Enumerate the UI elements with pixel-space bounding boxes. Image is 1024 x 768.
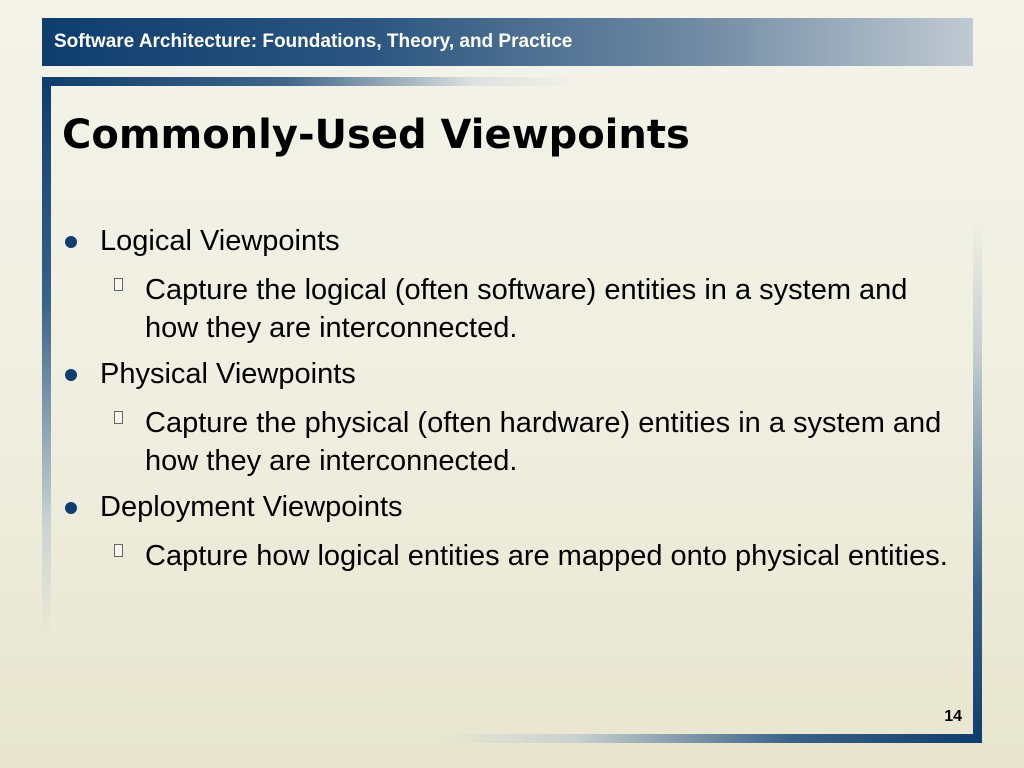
bullet-item bbox=[62, 488, 967, 575]
page-number: 14 bbox=[944, 708, 962, 725]
frame-decoration-left bbox=[42, 77, 51, 637]
course-title: Software Architecture: Foundations, Theory, and Practice bbox=[54, 31, 573, 52]
sub-bullet bbox=[145, 404, 967, 480]
sub-bullet-box-icon bbox=[114, 544, 123, 557]
bullet-level1 bbox=[62, 222, 967, 260]
bullet-label: Logical Viewpoints bbox=[100, 225, 340, 257]
bullet-level1 bbox=[62, 355, 967, 393]
sub-bullet-text: Capture how logical entities are mapped onto physical entities. bbox=[145, 540, 948, 572]
frame-decoration-right bbox=[973, 220, 982, 743]
bullet-level1 bbox=[62, 488, 967, 526]
frame-decoration-top-left bbox=[42, 77, 582, 86]
bullet-item bbox=[62, 355, 967, 480]
sub-bullet-box-icon bbox=[114, 278, 123, 291]
sub-bullet-text: Capture the logical (often software) entities in a system and how they are interconnected. bbox=[145, 274, 908, 344]
bullet-dot-icon bbox=[65, 236, 77, 248]
slide-title: Commonly-Used Viewpoints bbox=[62, 112, 690, 158]
sub-bullet bbox=[145, 537, 967, 575]
bullet-item bbox=[62, 222, 967, 347]
bullet-dot-icon bbox=[65, 502, 77, 514]
bullet-label: Deployment Viewpoints bbox=[100, 491, 403, 523]
header-bar bbox=[42, 18, 973, 66]
sub-bullet-text: Capture the physical (often hardware) entities in a system and how they are interconnected. bbox=[145, 407, 942, 477]
sub-bullet bbox=[145, 271, 967, 347]
bullet-label: Physical Viewpoints bbox=[100, 358, 356, 390]
bullet-dot-icon bbox=[65, 369, 77, 381]
bullet-list bbox=[62, 222, 967, 583]
frame-decoration-bottom bbox=[440, 734, 982, 743]
sub-bullet-box-icon bbox=[114, 411, 123, 424]
